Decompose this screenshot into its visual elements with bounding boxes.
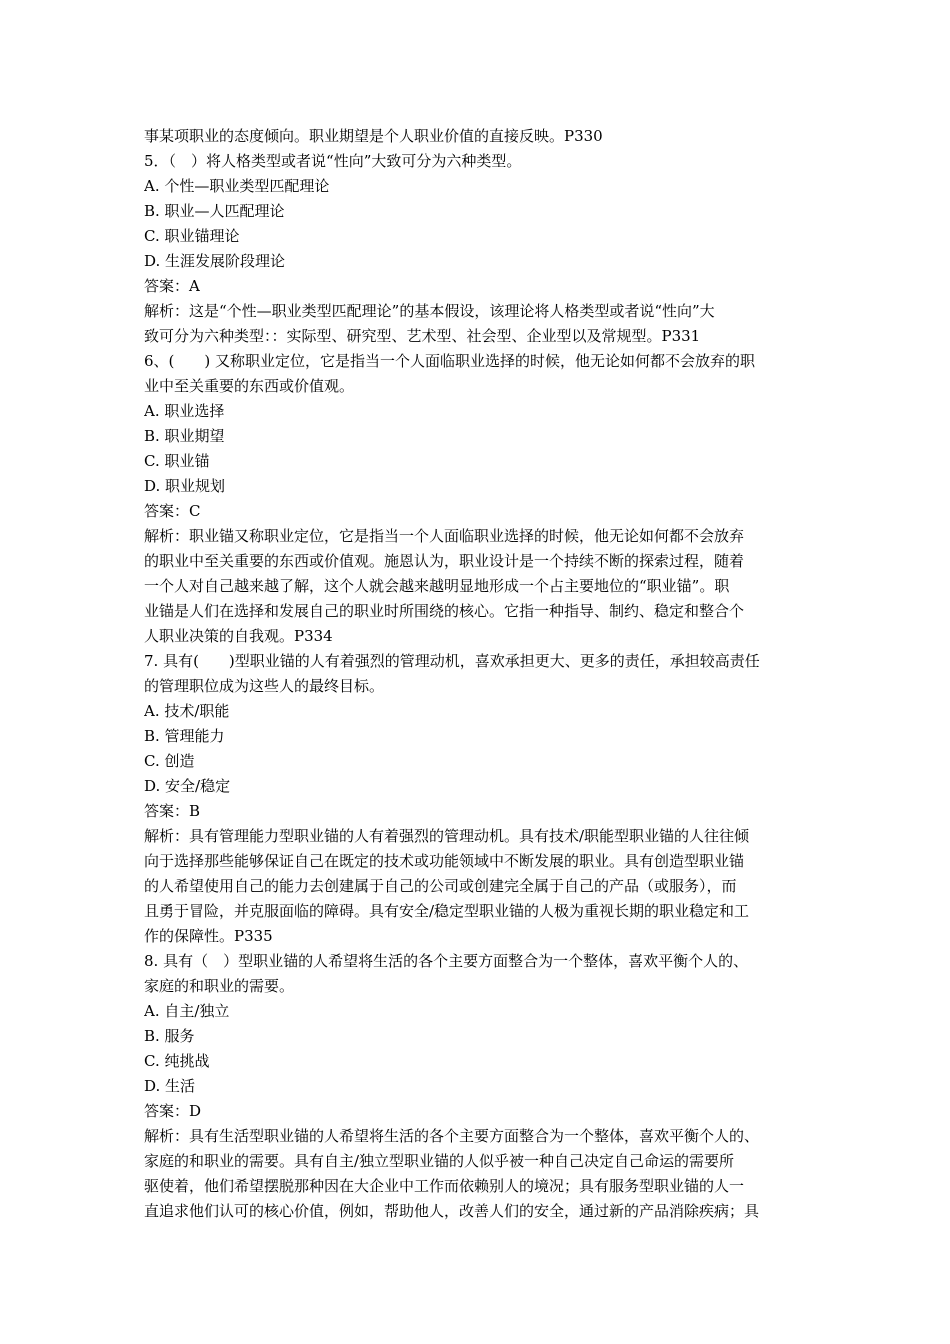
- question-6-option-d: D. 职业规划: [144, 477, 226, 495]
- question-6-stem: 6、( ) 又称职业定位，它是指当一个人面临职业选择的时候，他无论如何都不会放弃的职: [144, 352, 756, 370]
- question-6-analysis: 解析：职业锚又称职业定位，它是指当一个人面临职业选择的时候，他无论如何都不会放弃: [144, 527, 745, 545]
- question-5-option-b: B. 职业—人匹配理论: [144, 202, 285, 220]
- question-8-option-d: D. 生活: [144, 1077, 196, 1095]
- question-7-analysis: 的人希望使用自己的能力去创建属于自己的公司或创建完全属于自己的产品（或服务），而: [144, 877, 737, 895]
- question-5-analysis: 致可分为六种类型：：实际型、研究型、艺术型、社会型、企业型以及常规型。P331: [144, 327, 701, 345]
- question-5-answer: 答案：A: [144, 277, 200, 295]
- question-6-analysis: 的职业中至关重要的东西或价值观。施恩认为，职业设计是一个持续不断的探索过程，随着: [144, 552, 745, 570]
- question-7-stem: 7. 具有( )型职业锚的人有着强烈的管理动机，喜欢承担更大、更多的责任，承担较高责任: [144, 652, 760, 670]
- question-7-option-b: B. 管理能力: [144, 727, 225, 745]
- question-5-analysis: 解析：这是“个性—职业类型匹配理论”的基本假设，该理论将人格类型或者说“性向”大: [144, 302, 715, 320]
- question-8-analysis: 直追求他们认可的核心价值，例如，帮助他人，改善人们的安全，通过新的产品消除疾病；具: [144, 1202, 760, 1220]
- text-line: 事某项职业的态度倾向。职业期望是个人职业价值的直接反映。P330: [144, 127, 603, 145]
- question-6-option-c: C. 职业锚: [144, 452, 210, 470]
- question-8-option-c: C. 纯挑战: [144, 1052, 210, 1070]
- question-6-stem: 业中至关重要的东西或价值观。: [144, 377, 355, 395]
- question-8-analysis: 驱使着，他们希望摆脱那种因在大企业中工作而依赖别人的境况；具有服务型职业锚的人一: [144, 1177, 745, 1195]
- question-6-analysis: 人职业决策的自我观。P334: [144, 627, 333, 645]
- question-7-analysis: 向于选择那些能够保证自己在既定的技术或功能领域中不断发展的职业。具有创造型职业锚: [144, 852, 745, 870]
- question-6-option-a: A. 职业选择: [144, 402, 225, 420]
- document-body: [144, 124, 816, 1224]
- question-7-option-d: D. 安全/稳定: [144, 777, 231, 795]
- question-7-option-c: C. 创造: [144, 752, 195, 770]
- question-7-analysis: 解析：具有管理能力型职业锚的人有着强烈的管理动机。具有技术/职能型职业锚的人往往倾: [144, 827, 750, 845]
- question-5-option-c: C. 职业锚理论: [144, 227, 240, 245]
- question-8-option-a: A. 自主/独立: [144, 1002, 230, 1020]
- question-6-option-b: B. 职业期望: [144, 427, 225, 445]
- question-8-analysis: 解析：具有生活型职业锚的人希望将生活的各个主要方面整合为一个整体，喜欢平衡个人的、: [144, 1127, 760, 1145]
- question-8-stem: 家庭的和职业的需要。: [144, 977, 295, 995]
- question-6-analysis: 业锚是人们在选择和发展自己的职业时所围绕的核心。它指一种指导、制约、稳定和整合个: [144, 602, 745, 620]
- question-5-option-d: D. 生涯发展阶段理论: [144, 252, 286, 270]
- question-7-answer: 答案：B: [144, 802, 201, 820]
- question-7-option-a: A. 技术/职能: [144, 702, 230, 720]
- question-5-option-a: A. 个性—职业类型匹配理论: [144, 177, 330, 195]
- question-6-answer: 答案：C: [144, 502, 201, 520]
- question-7-analysis: 且勇于冒险，并克服面临的障碍。具有安全/稳定型职业锚的人极为重视长期的职业稳定和工: [144, 902, 750, 920]
- question-8-analysis: 家庭的和职业的需要。具有自主/独立型职业锚的人似乎被一种自己决定自己命运的需要所: [144, 1152, 735, 1170]
- question-8-option-b: B. 服务: [144, 1027, 195, 1045]
- question-6-analysis: 一个人对自己越来越了解，这个人就会越来越明显地形成一个占主要地位的“职业锚”。职: [144, 577, 730, 595]
- question-7-analysis: 作的保障性。P335: [144, 927, 273, 945]
- question-7-stem: 的管理职位成为这些人的最终目标。: [144, 677, 385, 695]
- question-8-answer: 答案：D: [144, 1102, 202, 1120]
- question-5-stem: 5．（ ）将人格类型或者说“性向”大致可分为六种类型。: [144, 152, 522, 170]
- question-8-stem: 8. 具有（ ）型职业锚的人希望将生活的各个主要方面整合为一个整体，喜欢平衡个人的、: [144, 952, 749, 970]
